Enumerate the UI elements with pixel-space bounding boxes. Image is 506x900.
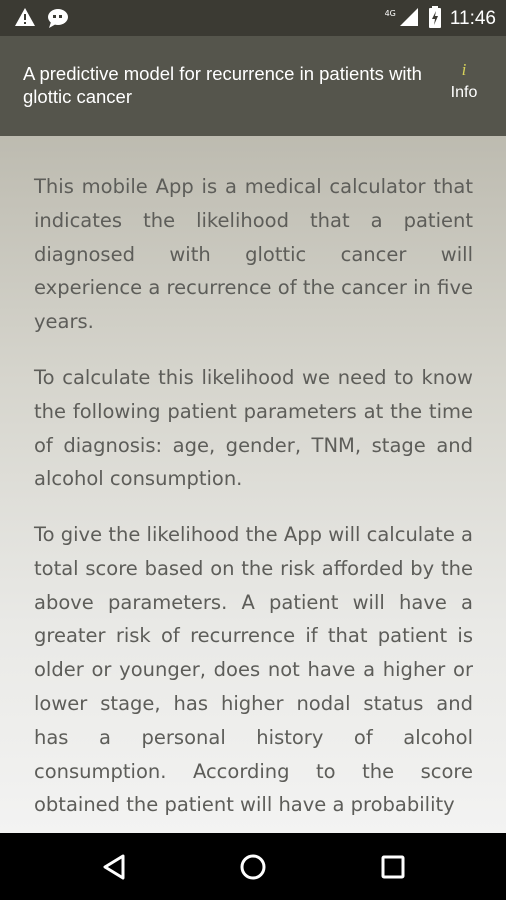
status-bar (0, 0, 506, 36)
home-button[interactable] (213, 833, 293, 900)
recents-button[interactable] (353, 833, 433, 900)
network-type: 4G (384, 8, 396, 18)
signal-icon (398, 6, 420, 32)
warning-icon (14, 7, 36, 33)
info-icon: i (461, 60, 467, 79)
home-icon (239, 853, 267, 881)
chat-icon (46, 7, 70, 33)
app-title: A predictive model for recurrence in patients with glottic cancer (23, 63, 422, 107)
info-button[interactable] (444, 60, 484, 102)
paragraph-score: To give the likelihood the App will calculate a total score based on the risk afforded by the above parameters. A patient will have a greater risk of recurrence if that patient is older or younger, does not have a higher or lower stage, has higher nodal status and has a personal history of alcohol consumption. According to the score obtained the patient will have a probability (34, 523, 473, 817)
clock: 11:46 (449, 8, 496, 29)
back-icon (101, 853, 127, 881)
recents-icon (380, 854, 406, 880)
battery-icon (428, 6, 442, 32)
back-button[interactable] (74, 833, 154, 900)
content-scroll-area[interactable] (0, 136, 506, 833)
info-label: Info (450, 84, 478, 101)
app-bar (0, 36, 506, 136)
paragraph-parameters: To calculate this likelihood we need to know the following patient parameters at the time of diagnosis: age, gender, TNM, stage and alcohol consumption. (34, 366, 473, 491)
navigation-bar (0, 833, 506, 900)
paragraph-intro: This mobile App is a medical calculator that indicates the likelihood that a patient diagnosed with glottic cancer will experience a recurrence of the cancer in five years. (34, 175, 473, 334)
